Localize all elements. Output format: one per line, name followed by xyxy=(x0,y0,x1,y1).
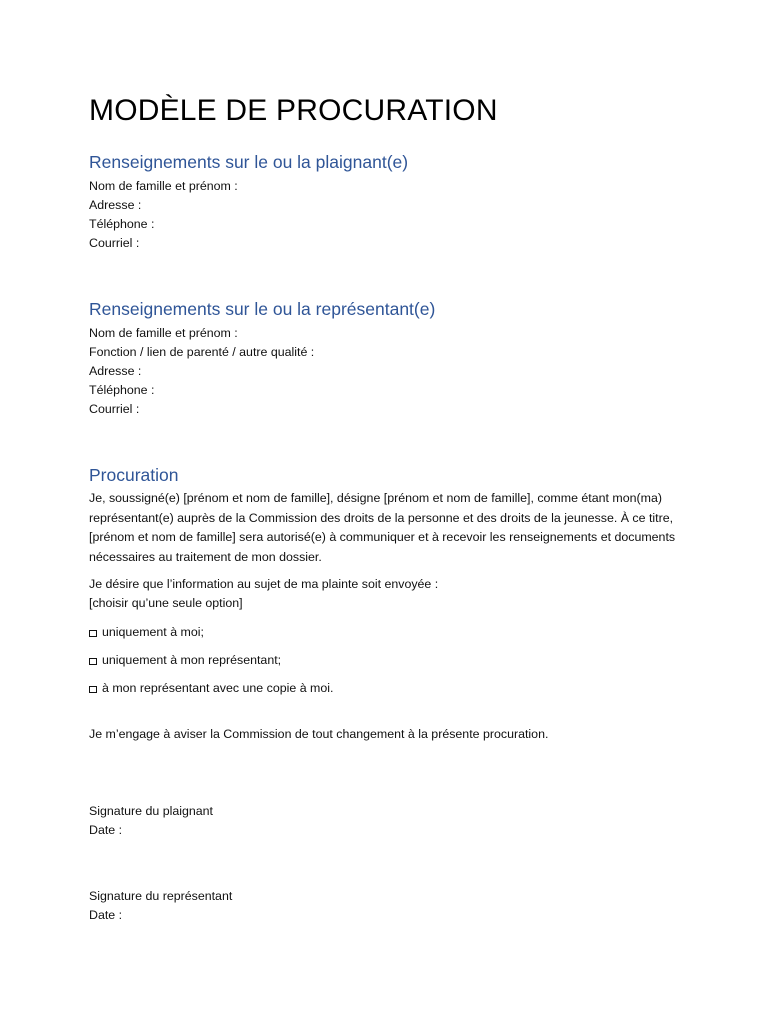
representant-field-phone: Téléphone : xyxy=(89,383,155,397)
representant-field-email: Courriel : xyxy=(89,402,140,416)
signature-representant-date: Date : xyxy=(89,908,123,922)
option-label: uniquement à mon représentant; xyxy=(102,653,282,667)
checkbox-icon[interactable] xyxy=(89,630,97,637)
section-heading-procuration: Procuration xyxy=(89,465,179,485)
document-title: MODÈLE DE PROCURATION xyxy=(89,94,498,127)
choice-intro: Je désire que l’information au sujet de ma plainte soit envoyée : xyxy=(89,577,439,591)
signature-representant-label: Signature du représentant xyxy=(89,889,233,903)
section-heading-plaignant: Renseignements sur le ou la plaignant(e) xyxy=(89,152,409,172)
engagement-text: Je m’engage à aviser la Commission de tout changement à la présente procuration. xyxy=(89,727,549,741)
procuration-paragraph: Je, soussigné(e) [prénom et nom de famille], désigne [prénom et nom de famille], comme étant mon(ma) représentant(e) auprès de la Commission des droits de la personne et des droits de la jeunesse. À ce titre, [prénom et nom de famille] sera autorisé(e) à communiquer et à recevoir les renseignements et documents nécessaires au traitement de mon dossier. xyxy=(89,491,676,564)
option-representant[interactable] xyxy=(89,653,281,667)
checkbox-icon[interactable] xyxy=(89,686,97,693)
section-heading-representant: Renseignements sur le ou la représentant(e) xyxy=(89,299,436,319)
checkbox-icon[interactable] xyxy=(89,658,97,665)
representant-field-address: Adresse : xyxy=(89,364,142,378)
plaignant-field-name: Nom de famille et prénom : xyxy=(89,179,238,193)
signature-plaignant-date: Date : xyxy=(89,823,123,837)
plaignant-field-address: Adresse : xyxy=(89,198,142,212)
option-representant-copie[interactable] xyxy=(89,681,333,695)
representant-field-role: Fonction / lien de parenté / autre qualité : xyxy=(89,345,315,359)
choice-hint: [choisir qu’une seule option] xyxy=(89,596,243,610)
signature-plaignant-label: Signature du plaignant xyxy=(89,804,214,818)
plaignant-field-phone: Téléphone : xyxy=(89,217,155,231)
option-moi[interactable] xyxy=(89,625,204,639)
plaignant-field-email: Courriel : xyxy=(89,236,140,250)
representant-field-name: Nom de famille et prénom : xyxy=(89,326,238,340)
option-label: à mon représentant avec une copie à moi. xyxy=(102,681,334,695)
option-label: uniquement à moi; xyxy=(102,625,204,639)
